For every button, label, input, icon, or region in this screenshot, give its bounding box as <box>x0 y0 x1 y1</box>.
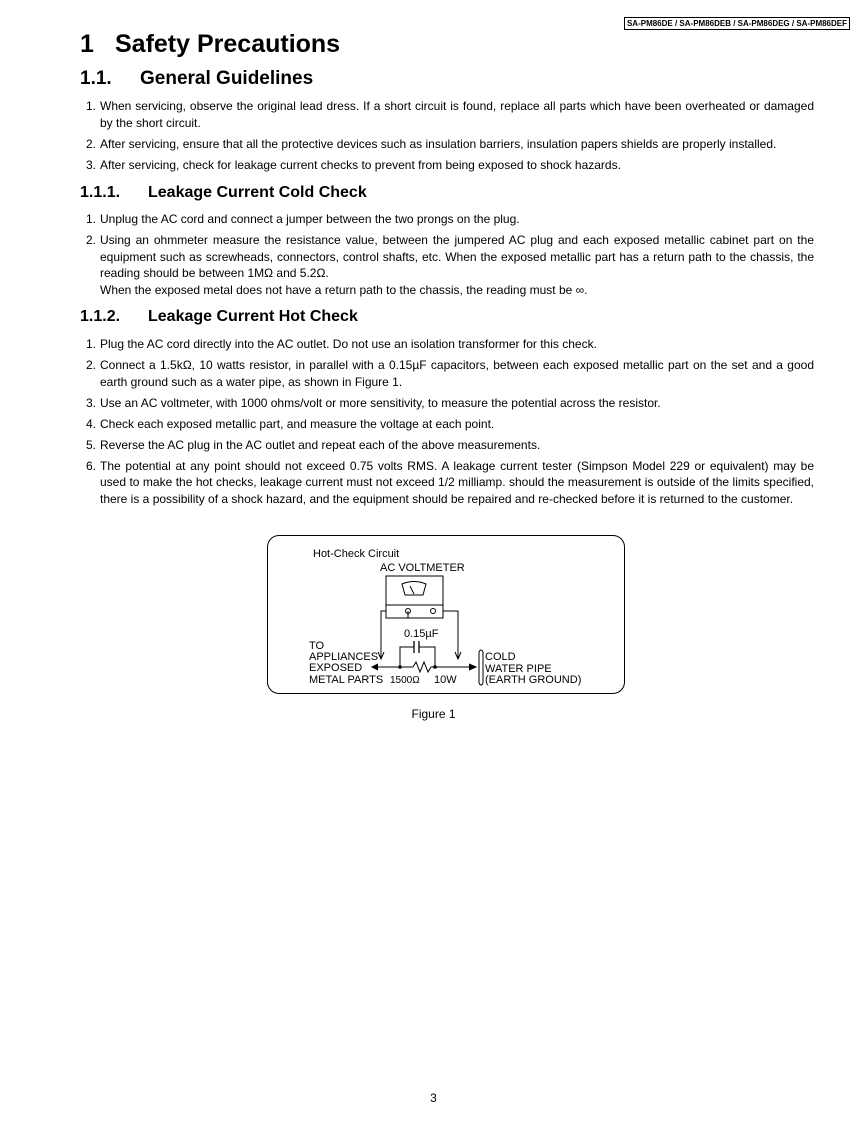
label-water-pipe: WATER PIPE <box>485 663 552 675</box>
label-cold: COLD <box>485 651 516 663</box>
cold-check-list <box>80 211 814 303</box>
list-item: 1. Unplug the AC cord and connect a jumper between the two prongs on the plug. <box>86 212 520 226</box>
list-item: 1. When servicing, observe the original lead dress. If a short circuit is found, replace all parts which have been overheated or damaged by the short circuit. <box>86 99 814 130</box>
wattage-label: 10W <box>434 674 457 686</box>
water-pipe-icon <box>479 650 483 685</box>
section-title: Safety Precautions <box>115 30 341 58</box>
figure-caption: Figure 1 <box>411 707 456 721</box>
hot-check-circuit-figure <box>267 535 625 694</box>
section-heading <box>80 28 340 60</box>
list-item: 1. Plug the AC cord directly into the AC outlet. Do not use an isolation transformer for this check. <box>86 337 597 351</box>
general-guidelines-list <box>80 98 814 178</box>
general-guidelines-heading <box>80 67 313 91</box>
cold-check-title: Leakage Current Cold Check <box>148 184 367 201</box>
cold-check-number: 1.1.1. <box>80 184 121 201</box>
hot-check-list <box>80 336 814 512</box>
list-item: 5. Reverse the AC plug in the AC outlet and repeat each of the above measurements. <box>86 437 541 452</box>
hot-check-number: 1.1.2. <box>80 308 121 325</box>
hot-check-title: Leakage Current Hot Check <box>148 308 358 325</box>
list-item: 4. Check each exposed metallic part, and measure the voltage at each point. <box>86 416 495 431</box>
page-number: 3 <box>430 1091 437 1105</box>
list-item: 3. After servicing, check for leakage current checks to prevent from being exposed to shock hazards. <box>86 157 621 172</box>
figure-title: Hot-Check Circuit <box>313 548 400 560</box>
hot-check-heading <box>80 307 358 327</box>
arrow-left-icon <box>372 664 378 670</box>
resistor-symbol <box>413 662 431 672</box>
label-appliances: APPLIANCES <box>309 651 379 663</box>
circuit-diagram <box>268 536 626 695</box>
label-metal-parts: METAL PARTS <box>309 674 384 686</box>
label-earth-ground: (EARTH GROUND) <box>485 674 582 686</box>
list-item: 2. Connect a 1.5kΩ, 10 watts resistor, in parallel with a 0.15µF capacitors, between each exposed metallic part on the set and a good earth ground such as a water pipe, as shown in Figure 1. <box>86 358 814 389</box>
cold-check-continuation: When the exposed metal does not have a return path to the chassis, the reading must be ∞. <box>100 283 588 298</box>
arrow-right-icon <box>469 664 476 670</box>
general-guidelines-title: General Guidelines <box>140 68 314 89</box>
general-guidelines-number: 1.1. <box>80 68 112 89</box>
list-item: 2. Using an ohmmeter measure the resistance value, between the jumpered AC plug and each exposed metallic cabinet part on the equipment such as screwheads, connectors, control shafts, etc. When the exposed metallic part has a return path to the chassis, the reading should be between 1MΩ and 5.2Ω. When the exposed metal does not have a return path to the chassis, the reading must be ∞. <box>86 233 814 298</box>
label-exposed: EXPOSED <box>309 662 363 674</box>
capacitor-label: 0.15µF <box>404 628 439 640</box>
list-item: 2. After servicing, ensure that all the protective devices such as insulation barriers, insulation papers shields are properly installed. <box>86 136 777 151</box>
label-to: TO <box>309 640 325 652</box>
meter-dial-icon <box>402 582 426 596</box>
list-item: 6. The potential at any point should not exceed 0.75 volts RMS. A leakage current tester (Simpson Model 229 or equivalent) may be used to make the hot checks, leakage current must not exceed 1/2 milliamp. should the measurement is outside of the limits specified, there is a possibility of a shock hazard, and the equipment should be repaired and re-checked before it is returned to the customer. <box>86 458 814 507</box>
section-number: 1 <box>80 30 94 58</box>
voltmeter-label: AC VOLTMETER <box>380 562 465 574</box>
resistor-value-label: 1500Ω <box>390 675 420 686</box>
model-number-header: SA-PM86DE / SA-PM86DEB / SA-PM86DEG / SA-PM86DEF <box>624 17 850 30</box>
list-item: 3. Use an AC voltmeter, with 1000 ohms/volt or more sensitivity, to measure the potential across the resistor. <box>86 395 661 410</box>
cold-check-heading <box>80 183 367 203</box>
terminal-right <box>431 609 436 614</box>
